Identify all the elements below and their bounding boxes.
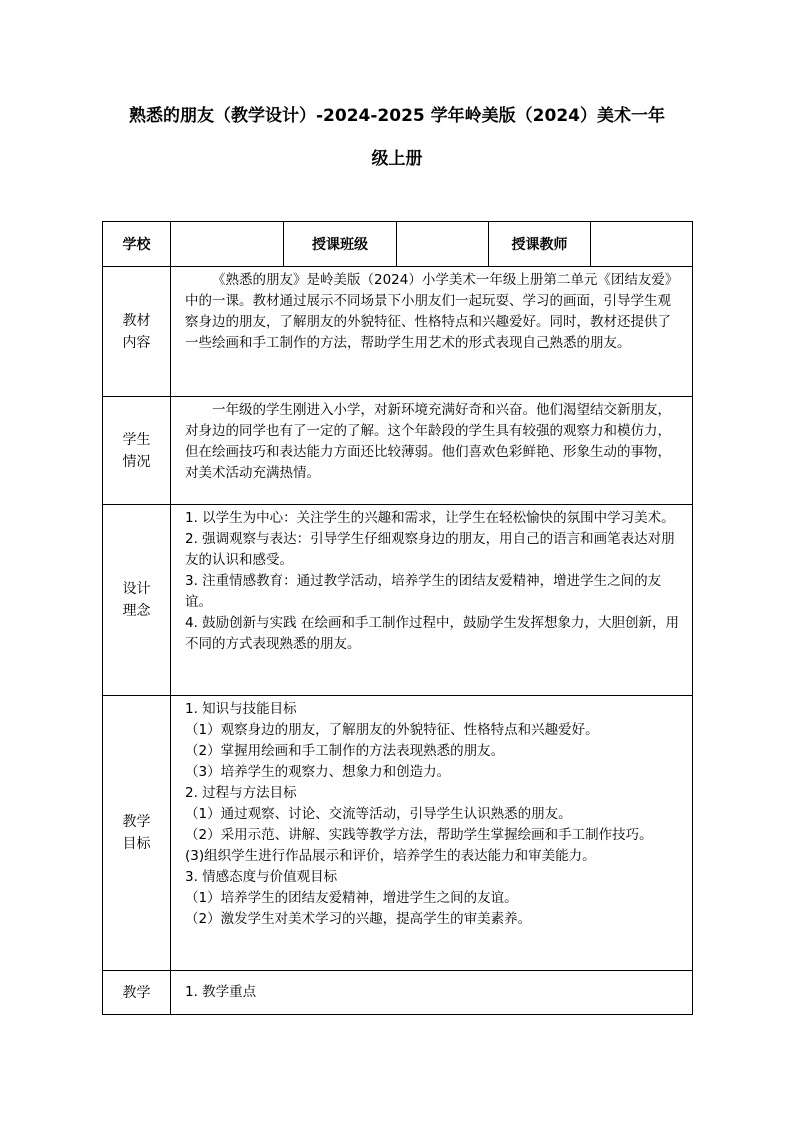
list-item: 1. 知识与技能目标: [185, 701, 297, 717]
row-label: [103, 971, 171, 1015]
class-label: 授课班级: [284, 222, 397, 267]
list-item: 1. 教学重点: [185, 984, 257, 1000]
list-item: （2）掌握用绘画和手工制作的方法表现熟悉的朋友。: [185, 743, 505, 759]
list-item: 3. 注重情感教育：通过教学活动，培养学生的团结友爱精神，增进学生之间的友谊。: [185, 573, 662, 610]
row-label-line-2: 目标: [122, 836, 151, 852]
document-title-line-1: 熟悉的朋友（教学设计）-2024-2025 学年岭美版（2024）美术一年: [129, 106, 665, 126]
list-item: （1）观察身边的朋友，了解朋友的外貌特征、性格特点和兴趣爱好。: [185, 722, 599, 738]
row-textbook-content: [103, 267, 693, 397]
row-label-line-1: 学生: [122, 431, 151, 448]
row-label: [103, 696, 171, 971]
row-label-line-1: 教学: [122, 984, 151, 1001]
row-content: [171, 267, 693, 397]
row-teaching-focus: [103, 971, 693, 1015]
row-label: [103, 397, 171, 505]
row-content: [171, 397, 693, 505]
row-label-line-1: 教学: [122, 814, 151, 830]
teacher-value-cell: [591, 222, 693, 267]
row-design-concept: [103, 505, 693, 696]
list-item: (3)组织学生进行作品展示和评价，培养学生的表达能力和审美能力。: [185, 848, 596, 864]
teacher-label: 授课教师: [489, 222, 591, 267]
row-content: [171, 971, 693, 1015]
class-value-cell: [397, 222, 489, 267]
list-item: 1. 以学生为中心：关注学生的兴趣和需求，让学生在轻松愉快的氛围中学习美术。: [185, 510, 675, 526]
row-content: [171, 696, 693, 971]
row-content: [171, 505, 693, 696]
list-item: 4. 鼓励创新与实践 在绘画和手工制作过程中，鼓励学生发挥想象力，大胆创新，用不同的方式表现熟悉的朋友。: [185, 615, 679, 652]
school-value-cell: [171, 222, 284, 267]
row-label-line-2: 内容: [122, 334, 151, 351]
row-label-line-2: 情况: [122, 453, 151, 470]
lesson-plan-table: [102, 221, 693, 1015]
row-student-situation: [103, 397, 693, 505]
list-item: （3）培养学生的观察力、想象力和创造力。: [185, 764, 451, 780]
row-label-line-1: 教材: [122, 312, 151, 329]
list-item: （1）通过观察、讨论、交流等活动，引导学生认识熟悉的朋友。: [185, 806, 572, 822]
list-item: （2）采用示范、讲解、实践等教学方法，帮助学生掌握绘画和手工制作技巧。: [185, 827, 653, 843]
list-item: 3. 情感态度与价值观目标: [185, 869, 338, 885]
row-label-line-1: 设计: [122, 581, 151, 597]
list-item: 2. 强调观察与表达：引导学生仔细观察身边的朋友，用自己的语言和画笔表达对朋友的认识和感受。: [185, 531, 675, 568]
school-label: 学校: [103, 222, 171, 267]
paragraph: 一年级的学生刚进入小学，对新环境充满好奇和兴奋。他们渴望结交新朋友，对身边的同学也有了一定的了解。这个年龄段的学生具有较强的观察力和模仿力，但在绘画技巧和表达能力方面还比较薄弱。他们喜欢色彩鲜艳、形象生动的事物，对美术活动充满热情。: [185, 402, 671, 481]
list-item: （2）激发学生对美术学习的兴趣，提高学生的审美素养。: [185, 911, 532, 927]
header-row: [103, 222, 693, 267]
row-label: [103, 505, 171, 696]
row-label-line-2: 理念: [122, 603, 151, 619]
list-item: 2. 过程与方法目标: [185, 785, 297, 801]
paragraph: 《熟悉的朋友》是岭美版（2024）小学美术一年级上册第二单元《团结友爱》中的一课。教材通过展示不同场景下小朋友们一起玩耍、学习的画面，引导学生观察身边的朋友，了解朋友的外貌特征、性格特点和兴趣爱好。同时，教材还提供了一些绘画和手工制作的方法，帮助学生用艺术的形式表现自己熟悉的朋友。: [185, 272, 679, 351]
list-item: （1）培养学生的团结友爱精神，增进学生之间的友谊。: [185, 890, 518, 906]
document-title-line-2: 级上册: [371, 149, 423, 169]
row-teaching-objectives: [103, 696, 693, 971]
row-label: [103, 267, 171, 397]
